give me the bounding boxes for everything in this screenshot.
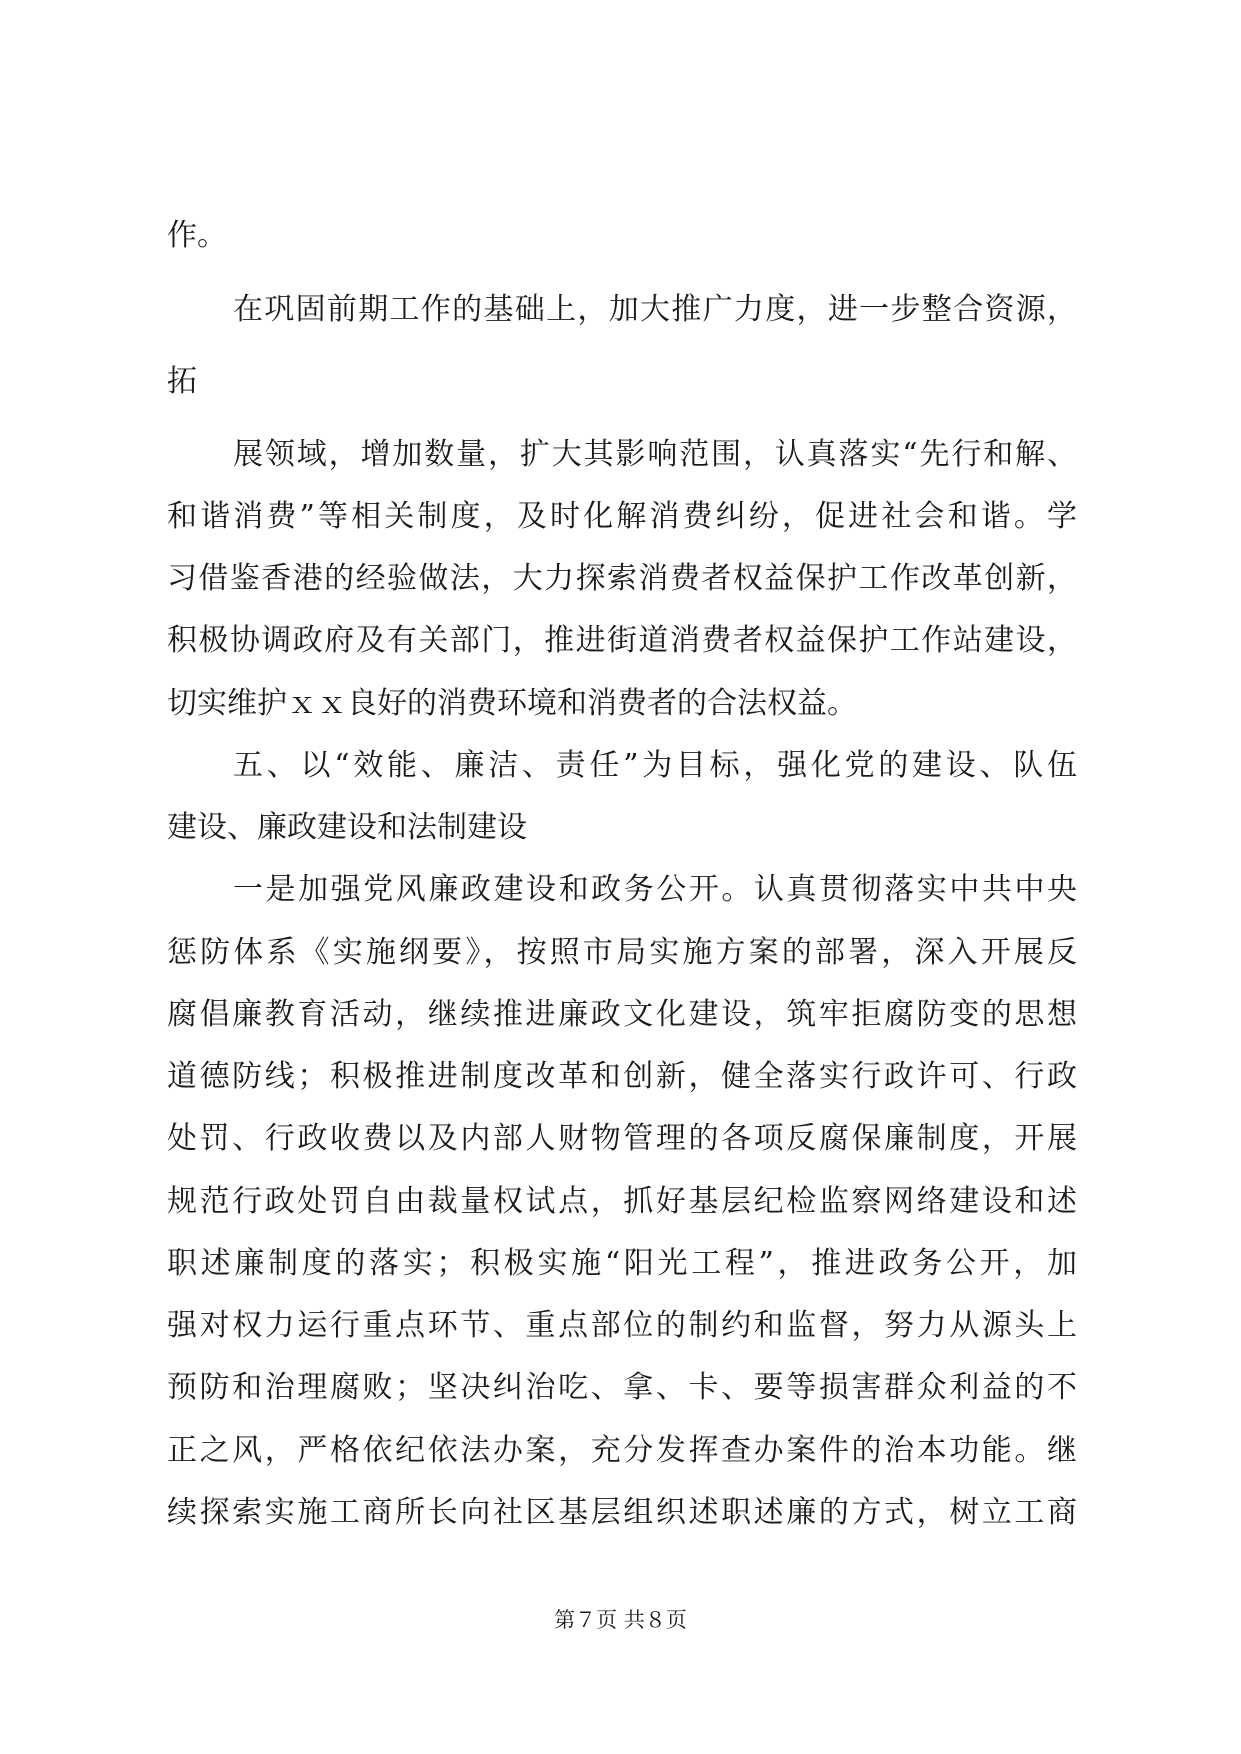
body-text-line: 积极协调政府及有关部门，推进街道消费者权益保护工作站建设， bbox=[167, 623, 1077, 658]
section-heading-line: 建设、廉政建设和法制建设 bbox=[167, 810, 527, 845]
body-text-line: 续探索实施工商所长向社区基层组织述职述廉的方式，树立工商 bbox=[167, 1495, 1077, 1530]
body-text-line: 作。 bbox=[167, 218, 227, 253]
body-text-line: 惩防体系《实施纲要》，按照市局实施方案的部署，深入开展反 bbox=[167, 935, 1077, 970]
body-text-line: 和谐消费”等相关制度，及时化解消费纠纷，促进社会和谐。学 bbox=[167, 499, 1077, 534]
body-text-line: 预防和治理腐败；坚决纠治吃、拿、卡、要等损害群众利益的不 bbox=[167, 1370, 1077, 1405]
body-text-line: 道德防线；积极推进制度改革和创新，健全落实行政许可、行政 bbox=[167, 1059, 1077, 1094]
body-text-line: 处罚、行政收费以及内部人财物管理的各项反腐保廉制度，开展 bbox=[167, 1121, 1077, 1156]
section-heading-line: 五、以“效能、廉洁、责任”为目标，强化党的建设、队伍 bbox=[233, 748, 1077, 783]
body-text-line: 展领域，增加数量，扩大其影响范围，认真落实“先行和解、 bbox=[233, 437, 1077, 472]
body-text-line: 正之风，严格依纪依法办案，充分发挥查办案件的治本功能。继 bbox=[167, 1433, 1077, 1468]
body-text-line: 一是加强党风廉政建设和政务公开。认真贯彻落实中共中央 bbox=[233, 872, 1077, 907]
body-text-line: 职述廉制度的落实；积极实施“阳光工程”，推进政务公开，加 bbox=[167, 1246, 1077, 1281]
page-footer: 第７页 共８页 bbox=[554, 1608, 687, 1632]
body-text-line: 规范行政处罚自由裁量权试点，抓好基层纪检监察网络建设和述 bbox=[167, 1184, 1077, 1219]
body-text-line: 在巩固前期工作的基础上，加大推广力度，进一步整合资源， bbox=[233, 292, 1077, 327]
body-text-line: 强对权力运行重点环节、重点部位的制约和监督，努力从源头上 bbox=[167, 1308, 1077, 1343]
body-text-line: 拓 bbox=[167, 364, 197, 399]
body-text-line: 切实维护ｘｘ良好的消费环境和消费者的合法权益。 bbox=[167, 686, 857, 721]
body-text-line: 习借鉴香港的经验做法，大力探索消费者权益保护工作改革创新， bbox=[167, 561, 1077, 596]
body-text-line: 腐倡廉教育活动，继续推进廉政文化建设，筑牢拒腐防变的思想 bbox=[167, 997, 1077, 1032]
